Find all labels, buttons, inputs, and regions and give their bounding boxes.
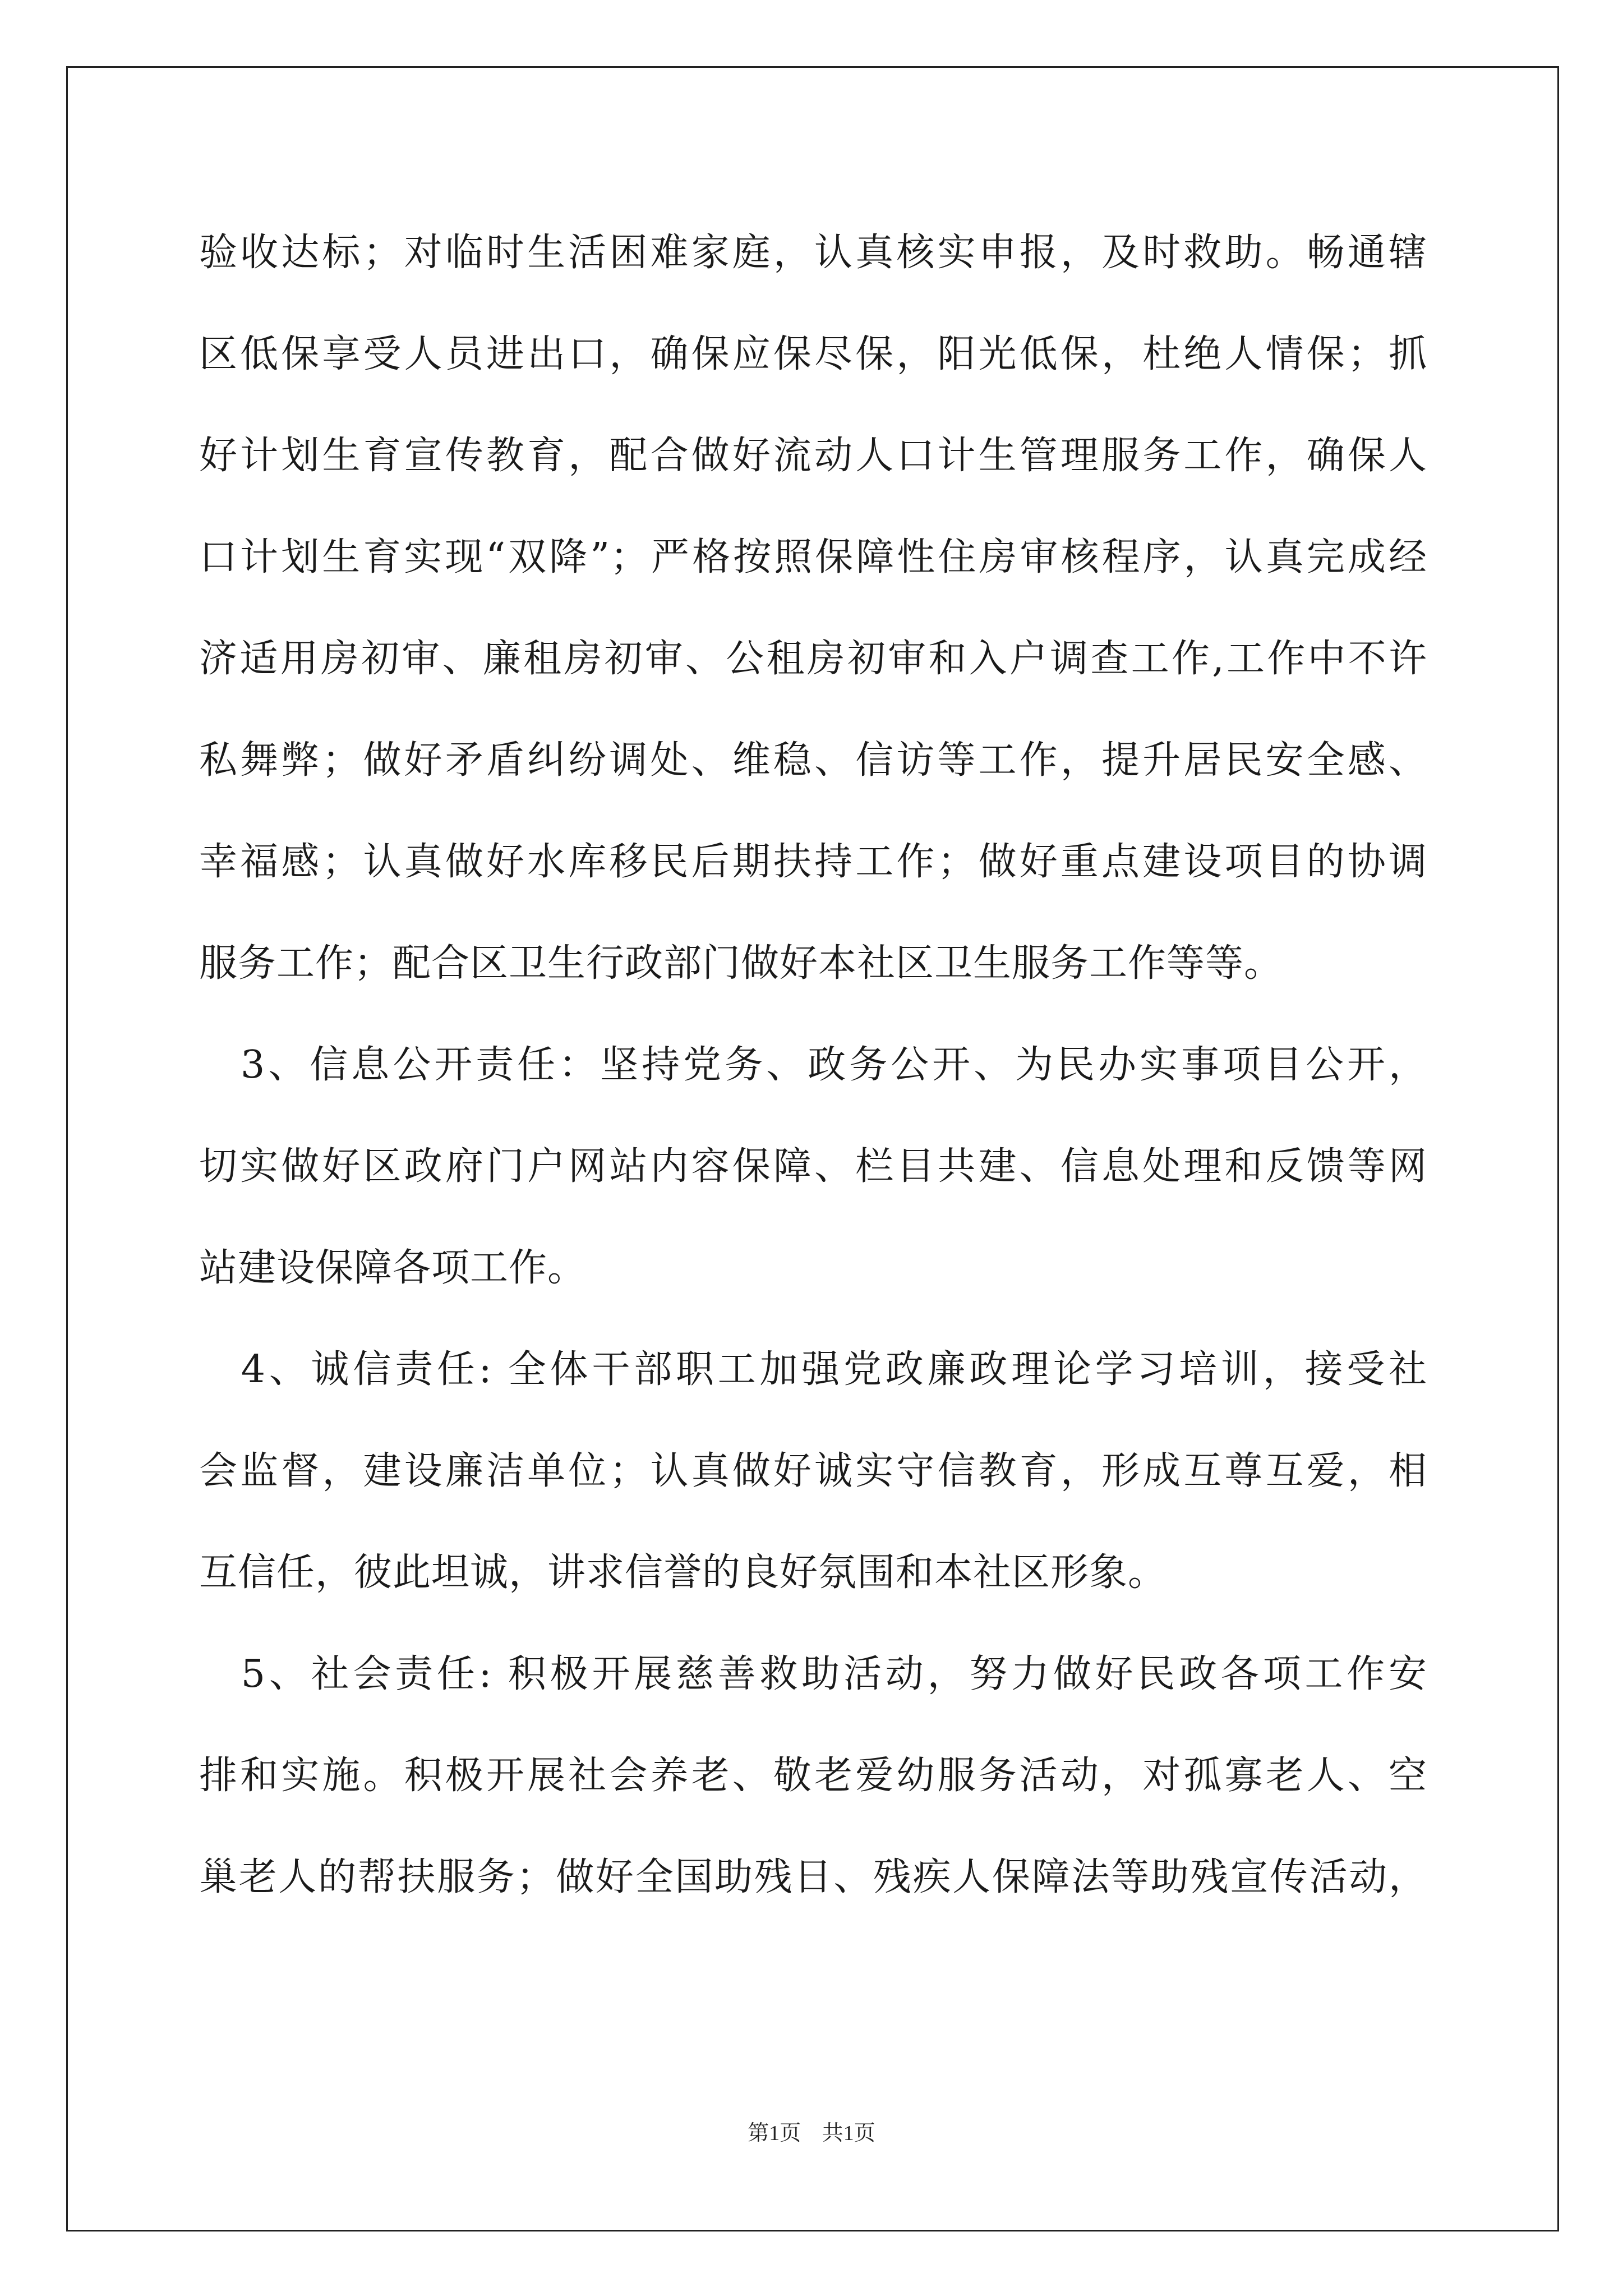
- text-line: 站建设保障各项工作。: [199, 1246, 587, 1290]
- text-line: 私舞弊；做好矛盾纠纷调处、维稳、信访等工作，提升居民安全感、: [199, 738, 1427, 783]
- page-number: 第1页: [748, 2122, 801, 2145]
- text-line: 幸福感；认真做好水库移民后期扶持工作；做好重点建设项目的协调: [199, 840, 1427, 884]
- text-line: 口计划生育实现“双降”；严格按照保障性住房审核程序，认真完成经: [199, 535, 1427, 579]
- paragraph-5-heading-line: 5、社会责任: 积极开展慈善救助活动，努力做好民政各项工作安: [199, 1652, 1427, 1696]
- text-line: 排和实施。积极开展社会养老、敬老爱幼服务活动，对孤寡老人、空: [199, 1754, 1427, 1798]
- text-line: 切实做好区政府门户网站内容保障、栏目共建、信息处理和反馈等网: [199, 1144, 1427, 1189]
- text-line: 好计划生育宣传教育，配合做好流动人口计生管理服务工作，确保人: [199, 434, 1427, 478]
- text-line: 服务工作；配合区卫生行政部门做好本社区卫生服务工作等等。: [199, 941, 1283, 986]
- text-line: 验收达标；对临时生活困难家庭，认真核实申报，及时救助。畅通辖: [199, 231, 1427, 275]
- text-line: 互信任，彼此坦诚，讲求信誉的良好氛围和本社区形象。: [199, 1550, 1167, 1595]
- text-line: 巢老人的帮扶服务；做好全国助残日、残疾人保障法等助残宣传活动，: [199, 1855, 1427, 1899]
- page-total: 共1页: [822, 2122, 875, 2145]
- paragraph-4-heading-line: 4、诚信责任: 全体干部职工加强党政廉政理论学习培训，接受社: [199, 1347, 1427, 1392]
- text-line: 会监督，建设廉洁单位；认真做好诚实守信教育，形成互尊互爱，相: [199, 1449, 1427, 1493]
- text-line: 区低保享受人员进出口，确保应保尽保，阳光低保，杜绝人情保；抓: [199, 332, 1427, 376]
- text-line: 济适用房初审、廉租房初审、公租房初审和入户调查工作,工作中不许: [199, 637, 1427, 681]
- page-footer: [0, 2119, 1623, 2147]
- paragraph-3-heading-line: 3、信息公开责任：坚持党务、政务公开、为民办实事项目公开，: [199, 1043, 1427, 1087]
- document-body: [199, 202, 1427, 1928]
